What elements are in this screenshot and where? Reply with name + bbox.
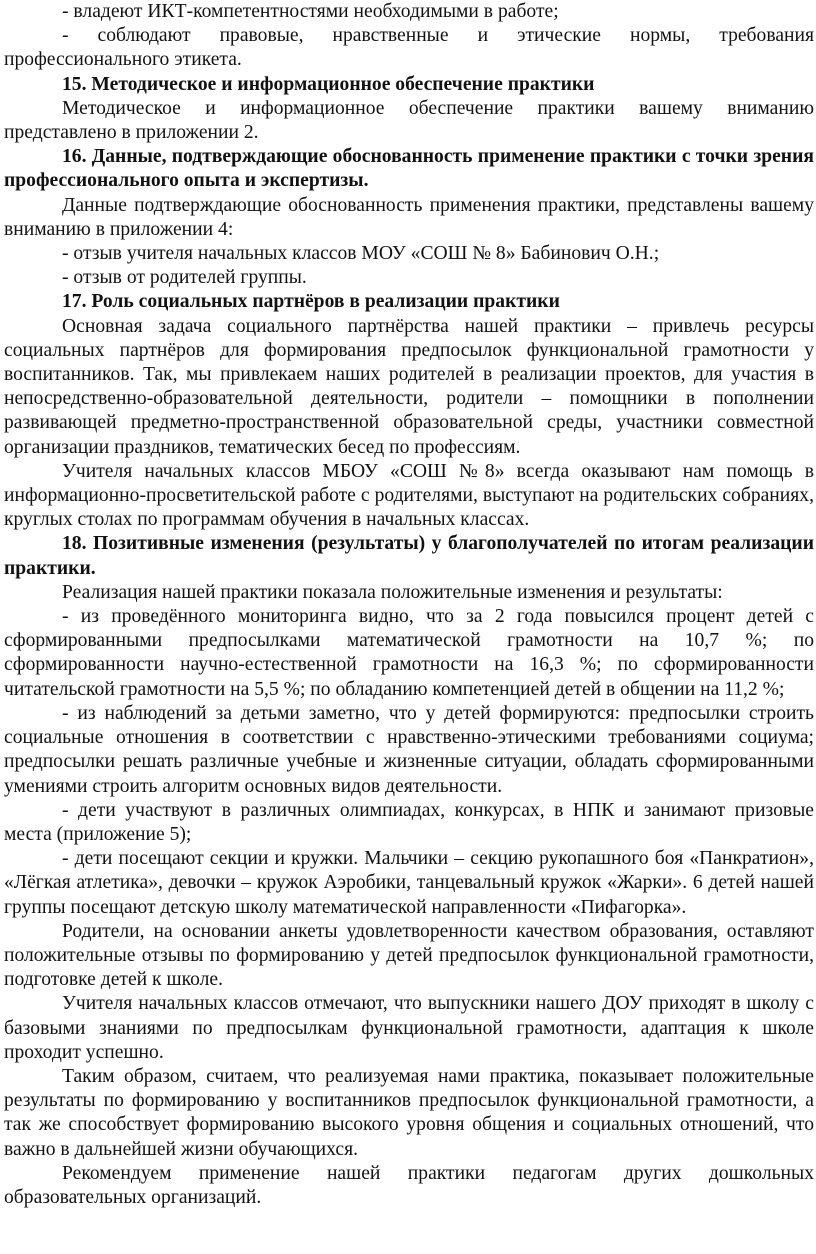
- item-teacher-review: - отзыв учителя начальных классов МОУ «СОШ № 8» Бабинович О.Н.;: [62, 243, 660, 265]
- para-18-intro: Реализация нашей практики показала положительные изменения и результаты:: [62, 581, 723, 603]
- heading-17: 17. Роль социальных партнёров в реализации практики: [62, 291, 560, 313]
- item-observations: - из наблюдений за детьми заметно, что у детей формируются: предпосылки строить социальные отношения в соответствии с нравственно-этическими требованиями социума; предпосылки решать различные учебные и жизненные ситуации, обладать сформированными умениями строить алгоритм основных видов деятельности.: [4, 702, 814, 797]
- para-17-body-2: Учителя начальных классов МБОУ «СОШ №8» всегда оказывают нам помощь в информационно-просветительской работе с родителями, выступают на родительских собраниях, круглых столах по программам обучения в начальных классах.: [4, 460, 814, 531]
- item-clubs: - дети посещают секции и кружки. Мальчики – секцию рукопашного боя «Панкратион», «Лёгкая атлетика», девочки – кружок Аэробики, танцевальный кружок «Жарки». 6 детей нашей группы посещают детскую школу математической направленности «Пифагорка».: [4, 848, 814, 918]
- para-parents-survey: Родители, на основании анкеты удовлетворенности качеством образования, оставляют положительные отзывы по формированию у детей предпосылок функциональной грамотности, подготовке детей к школе.: [4, 920, 814, 991]
- item-ethics-norms: - соблюдают правовые, нравственные и этические нормы, требования профессионального этикета.: [4, 25, 814, 71]
- para-15-body: Методическое и информационное обеспечение практики вашему вниманию представлено в приложении 2.: [4, 97, 814, 144]
- heading-15: 15. Методическое и информационное обеспечение практики: [62, 73, 595, 95]
- para-17-body-1: Основная задача социального партнёрства нашей практики – привлечь ресурсы социальных партнёров для формирования предпосылок функциональной грамотности у воспитанников. Так, мы привлекаем наших родителей в реализации проектов, для участия в непосредственно-образовательной деятельности, родители – помощники в пополнении развивающей предметно-пространственной образовательной среды, участники совместной организации праздников, тематических бесед по профессиям.: [4, 315, 814, 458]
- item-olympiads: - дети участвуют в различных олимпиадах, конкурсах, в НПК и занимают призовые места (приложение 5);: [4, 799, 814, 845]
- para-recommendation: Рекомендуем применение нашей практики педагогам других дошкольных образовательных организаций.: [4, 1162, 814, 1208]
- item-parents-review: - отзыв от родителей группы.: [62, 267, 307, 289]
- item-monitoring: - из проведённого мониторинга видно, что за 2 года повысился процент детей с сформированными предпосылками математической грамотности на 10,7 %; по сформированности научно-естественной грамотности на 16,3 %; по сформированности читательской грамотности на 5,5 %; по обладанию компетенцией детей в общении на 11,2 %;: [4, 606, 814, 700]
- document-page: [4, 0, 814, 1210]
- heading-18: 18. Позитивные изменения (результаты) у благополучателей по итогам реализации практики.: [4, 533, 814, 579]
- item-ict-competence: - владеют ИКТ-компетентностями необходимыми в работе;: [62, 1, 559, 22]
- heading-16: 16. Данные, подтверждающие обоснованность применение практики с точки зрения профессионального опыта и экспертизы.: [4, 146, 814, 192]
- para-teachers-note: Учителя начальных классов отмечают, что выпускники нашего ДОУ приходят в школу с базовыми знаниями по предпосылкам функциональной грамотности, адаптация к школе проходит успешно.: [4, 993, 814, 1063]
- para-16-body: Данные подтверждающие обоснованность применения практики, представлены вашему вниманию в приложении 4:: [4, 194, 814, 240]
- para-conclusion: Таким образом, считаем, что реализуемая нами практика, показывает положительные результаты по формированию у воспитанников предпосылок функциональной грамотности, а так же способствует формированию высокого уровня общения и социальных отношений, что важно в дальнейшей жизни обучающихся.: [4, 1065, 814, 1160]
